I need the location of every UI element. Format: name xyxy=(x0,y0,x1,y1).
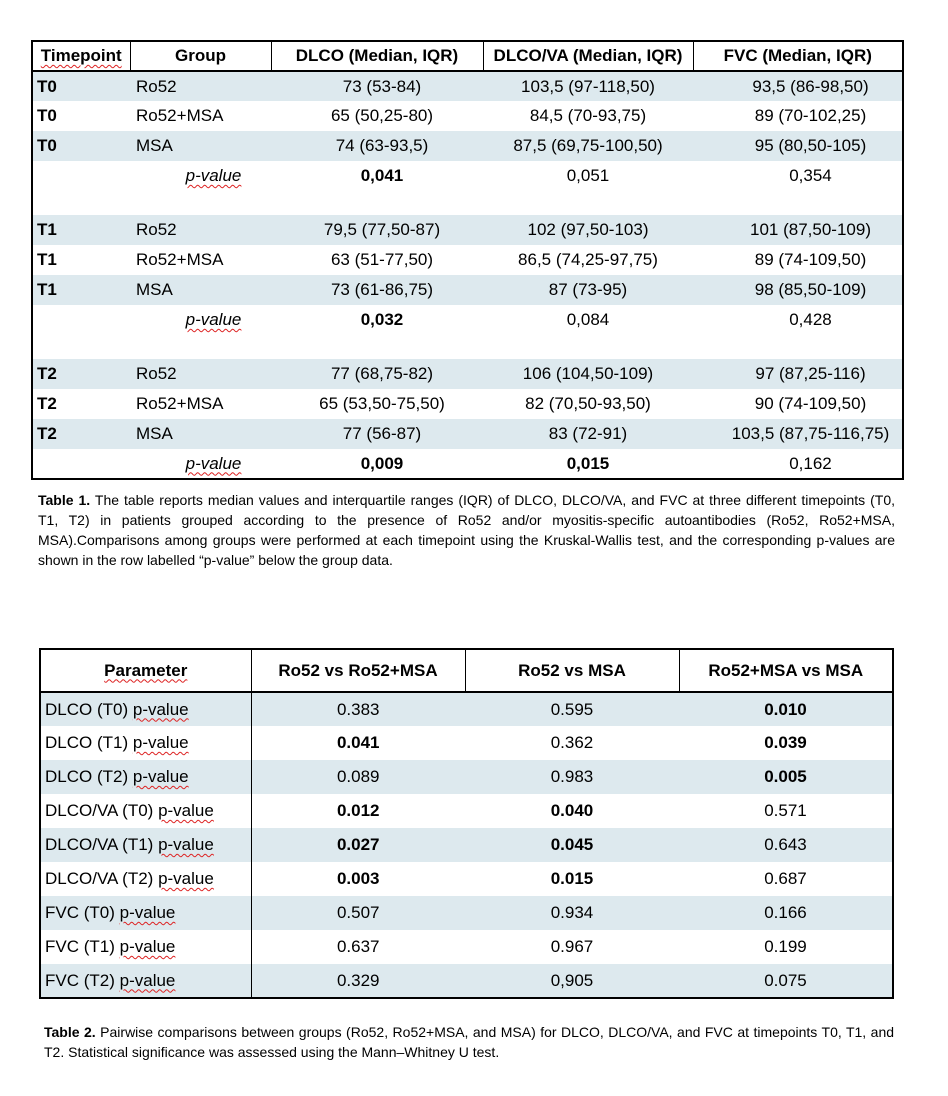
table-row xyxy=(32,419,903,449)
table-1 xyxy=(31,40,904,480)
value-cell: 0.041 xyxy=(336,733,380,752)
dlco-cell: 77 (56-87) xyxy=(342,424,422,443)
dlco-cell: 73 (61-86,75) xyxy=(330,280,434,299)
dlcova-cell: 84,5 (70-93,75) xyxy=(529,106,647,125)
pvalue-label: p-value xyxy=(185,166,242,185)
dlcova-cell: 102 (97,50-103) xyxy=(527,220,649,239)
spacer-row xyxy=(32,335,903,359)
dlcova-cell: 82 (70,50-93,50) xyxy=(525,394,651,413)
table-row xyxy=(32,101,903,131)
group-cell: Ro52+MSA xyxy=(136,394,224,413)
value-cell: 0.027 xyxy=(336,835,380,854)
table-row xyxy=(40,794,893,828)
header-timepoint: Timepoint xyxy=(32,41,130,71)
header-fvc: FVC (Median, IQR) xyxy=(693,41,903,71)
pvalue-row xyxy=(32,449,903,479)
value-cell: 0.571 xyxy=(764,801,807,820)
caption-text: Pairwise comparisons between groups (Ro52, Ro52+MSA, and MSA) for DLCO, DLCO/VA, and FVC at timepoints T0, T1, and T2. Statistical significance was assessed using the Mann–Whitney U test. xyxy=(44,1024,895,1060)
fvc-pvalue: 0,162 xyxy=(789,453,832,473)
dlcova-cell: 83 (72-91) xyxy=(548,424,628,443)
fvc-cell: 95 (80,50-105) xyxy=(754,136,867,155)
header-dlco: DLCO (Median, IQR) xyxy=(271,41,483,71)
table-2-header-row xyxy=(40,649,893,692)
parameter-cell: DLCO/VA (T2) p-value xyxy=(40,862,251,896)
value-cell: 0.595 xyxy=(550,699,594,719)
value-cell: 0.934 xyxy=(550,903,594,922)
spacer-row xyxy=(32,191,903,215)
group-cell: Ro52 xyxy=(136,76,177,96)
dlco-cell: 65 (53,50-75,50) xyxy=(319,394,445,413)
caption-text: The table reports median values and interquartile ranges (IQR) of DLCO, DLCO/VA, and FVC at three different timepoints (T0, T1, T2) in patients grouped according to the presence of Ro52 and/or myositis-specific autoantibodies (Ro52, Ro52+MSA, MSA).Comparisons among groups were performed at each timepoint using the Kruskal-Wallis test, and the corresponding p-values are shown in the row labelled “p-value” below the group data. xyxy=(38,492,896,568)
dlcova-cell: 87 (73-95) xyxy=(548,280,628,299)
value-cell: 0.983 xyxy=(550,767,594,786)
table-row xyxy=(40,862,893,896)
header-ro52msa-vs-msa: Ro52+MSA vs MSA xyxy=(679,649,893,692)
dlco-cell: 79,5 (77,50-87) xyxy=(323,220,441,239)
value-cell: 0.199 xyxy=(764,937,807,956)
value-cell: 0.967 xyxy=(550,937,594,956)
timepoint-cell: T1 xyxy=(37,280,57,299)
table-row xyxy=(40,692,893,726)
pvalue-label: p-value xyxy=(185,310,242,329)
table-row xyxy=(32,215,903,245)
fvc-cell: 103,5 (87,75-116,75) xyxy=(731,424,890,443)
table-row xyxy=(40,930,893,964)
table-row xyxy=(32,245,903,275)
value-cell: 0.010 xyxy=(764,699,807,719)
fvc-cell: 90 (74-109,50) xyxy=(754,394,867,413)
dlcova-cell: 103,5 (97-118,50) xyxy=(521,76,655,96)
dlcova-pvalue: 0,051 xyxy=(566,166,610,185)
parameter-cell: FVC (T1) p-value xyxy=(40,930,251,964)
dlco-pvalue: 0,009 xyxy=(360,453,404,473)
header-dlcova: DLCO/VA (Median, IQR) xyxy=(483,41,693,71)
fvc-cell: 93,5 (86-98,50) xyxy=(752,76,869,96)
dlcova-pvalue: 0,015 xyxy=(566,453,610,473)
value-cell: 0.039 xyxy=(764,733,807,752)
dlco-cell: 73 (53-84) xyxy=(342,76,422,96)
dlcova-cell: 106 (104,50-109) xyxy=(522,364,654,383)
header-parameter: Parameter xyxy=(40,649,251,692)
dlcova-cell: 87,5 (69,75-100,50) xyxy=(513,136,663,155)
value-cell: 0.040 xyxy=(550,801,594,820)
table-row xyxy=(40,828,893,862)
caption-label: Table 1. xyxy=(38,492,91,508)
dlco-pvalue: 0,041 xyxy=(360,166,404,185)
parameter-cell: DLCO (T0) p-value xyxy=(40,692,251,726)
table-2 xyxy=(39,648,894,999)
timepoint-cell: T1 xyxy=(37,250,57,269)
table-row xyxy=(32,71,903,101)
pvalue-label: p-value xyxy=(185,453,242,473)
timepoint-cell: T2 xyxy=(37,424,57,443)
value-cell: 0.687 xyxy=(764,869,807,888)
value-cell: 0.075 xyxy=(764,970,807,990)
value-cell: 0.362 xyxy=(550,733,594,752)
table-row xyxy=(32,359,903,389)
value-cell: 0.383 xyxy=(336,699,380,719)
group-cell: MSA xyxy=(136,136,173,155)
dlcova-pvalue: 0,084 xyxy=(566,310,610,329)
fvc-pvalue: 0,428 xyxy=(789,310,832,329)
header-ro52-vs-msa: Ro52 vs MSA xyxy=(465,649,679,692)
caption-label: Table 2. xyxy=(44,1024,96,1040)
parameter-cell: DLCO/VA (T1) p-value xyxy=(40,828,251,862)
value-cell: 0.329 xyxy=(336,970,380,990)
parameter-cell: DLCO (T2) p-value xyxy=(40,760,251,794)
parameter-cell: FVC (T0) p-value xyxy=(40,896,251,930)
table-row xyxy=(40,760,893,794)
timepoint-cell: T0 xyxy=(37,136,57,155)
fvc-cell: 97 (87,25-116) xyxy=(755,364,866,383)
table-row xyxy=(32,275,903,305)
fvc-cell: 98 (85,50-109) xyxy=(754,280,867,299)
parameter-cell: DLCO (T1) p-value xyxy=(40,726,251,760)
dlcova-cell: 86,5 (74,25-97,75) xyxy=(518,250,658,269)
value-cell: 0.005 xyxy=(764,767,807,786)
group-cell: MSA xyxy=(136,424,173,443)
value-cell: 0.003 xyxy=(336,869,380,888)
group-cell: Ro52 xyxy=(136,220,177,239)
table-row xyxy=(40,964,893,998)
parameter-cell: DLCO/VA (T0) p-value xyxy=(40,794,251,828)
dlco-cell: 74 (63-93,5) xyxy=(335,136,429,155)
value-cell: 0.643 xyxy=(764,835,807,854)
timepoint-cell: T0 xyxy=(37,106,57,125)
table-row xyxy=(32,389,903,419)
timepoint-cell: T2 xyxy=(37,394,57,413)
table-1-header-row xyxy=(32,41,903,71)
timepoint-cell: T0 xyxy=(37,76,57,96)
dlco-cell: 63 (51-77,50) xyxy=(330,250,434,269)
header-ro52-vs-ro52msa: Ro52 vs Ro52+MSA xyxy=(251,649,465,692)
value-cell: 0.015 xyxy=(550,869,594,888)
pvalue-row xyxy=(32,305,903,335)
value-cell: 0.507 xyxy=(336,903,380,922)
group-cell: Ro52+MSA xyxy=(136,106,224,125)
pvalue-row xyxy=(32,161,903,191)
fvc-cell: 89 (70-102,25) xyxy=(754,106,867,125)
parameter-cell: FVC (T2) p-value xyxy=(40,964,251,998)
group-cell: Ro52 xyxy=(136,364,177,383)
group-cell: MSA xyxy=(136,280,173,299)
dlco-pvalue: 0,032 xyxy=(360,310,404,329)
table-1-caption xyxy=(38,490,895,570)
value-cell: 0.045 xyxy=(550,835,594,854)
table-row xyxy=(40,726,893,760)
value-cell: 0.012 xyxy=(336,801,380,820)
group-cell: Ro52+MSA xyxy=(136,250,224,269)
value-cell: 0.166 xyxy=(764,903,807,922)
fvc-pvalue: 0,354 xyxy=(789,166,832,185)
table-row xyxy=(32,131,903,161)
timepoint-cell: T1 xyxy=(37,220,57,239)
timepoint-cell: T2 xyxy=(37,364,57,383)
dlco-cell: 77 (68,75-82) xyxy=(330,364,434,383)
fvc-cell: 101 (87,50-109) xyxy=(750,220,871,239)
header-group: Group xyxy=(130,41,271,71)
dlco-cell: 65 (50,25-80) xyxy=(330,106,434,125)
value-cell: 0,905 xyxy=(550,970,594,990)
value-cell: 0.637 xyxy=(336,937,380,956)
value-cell: 0.089 xyxy=(336,767,380,786)
fvc-cell: 89 (74-109,50) xyxy=(754,250,867,269)
table-row xyxy=(40,896,893,930)
table-2-caption xyxy=(44,1022,894,1062)
